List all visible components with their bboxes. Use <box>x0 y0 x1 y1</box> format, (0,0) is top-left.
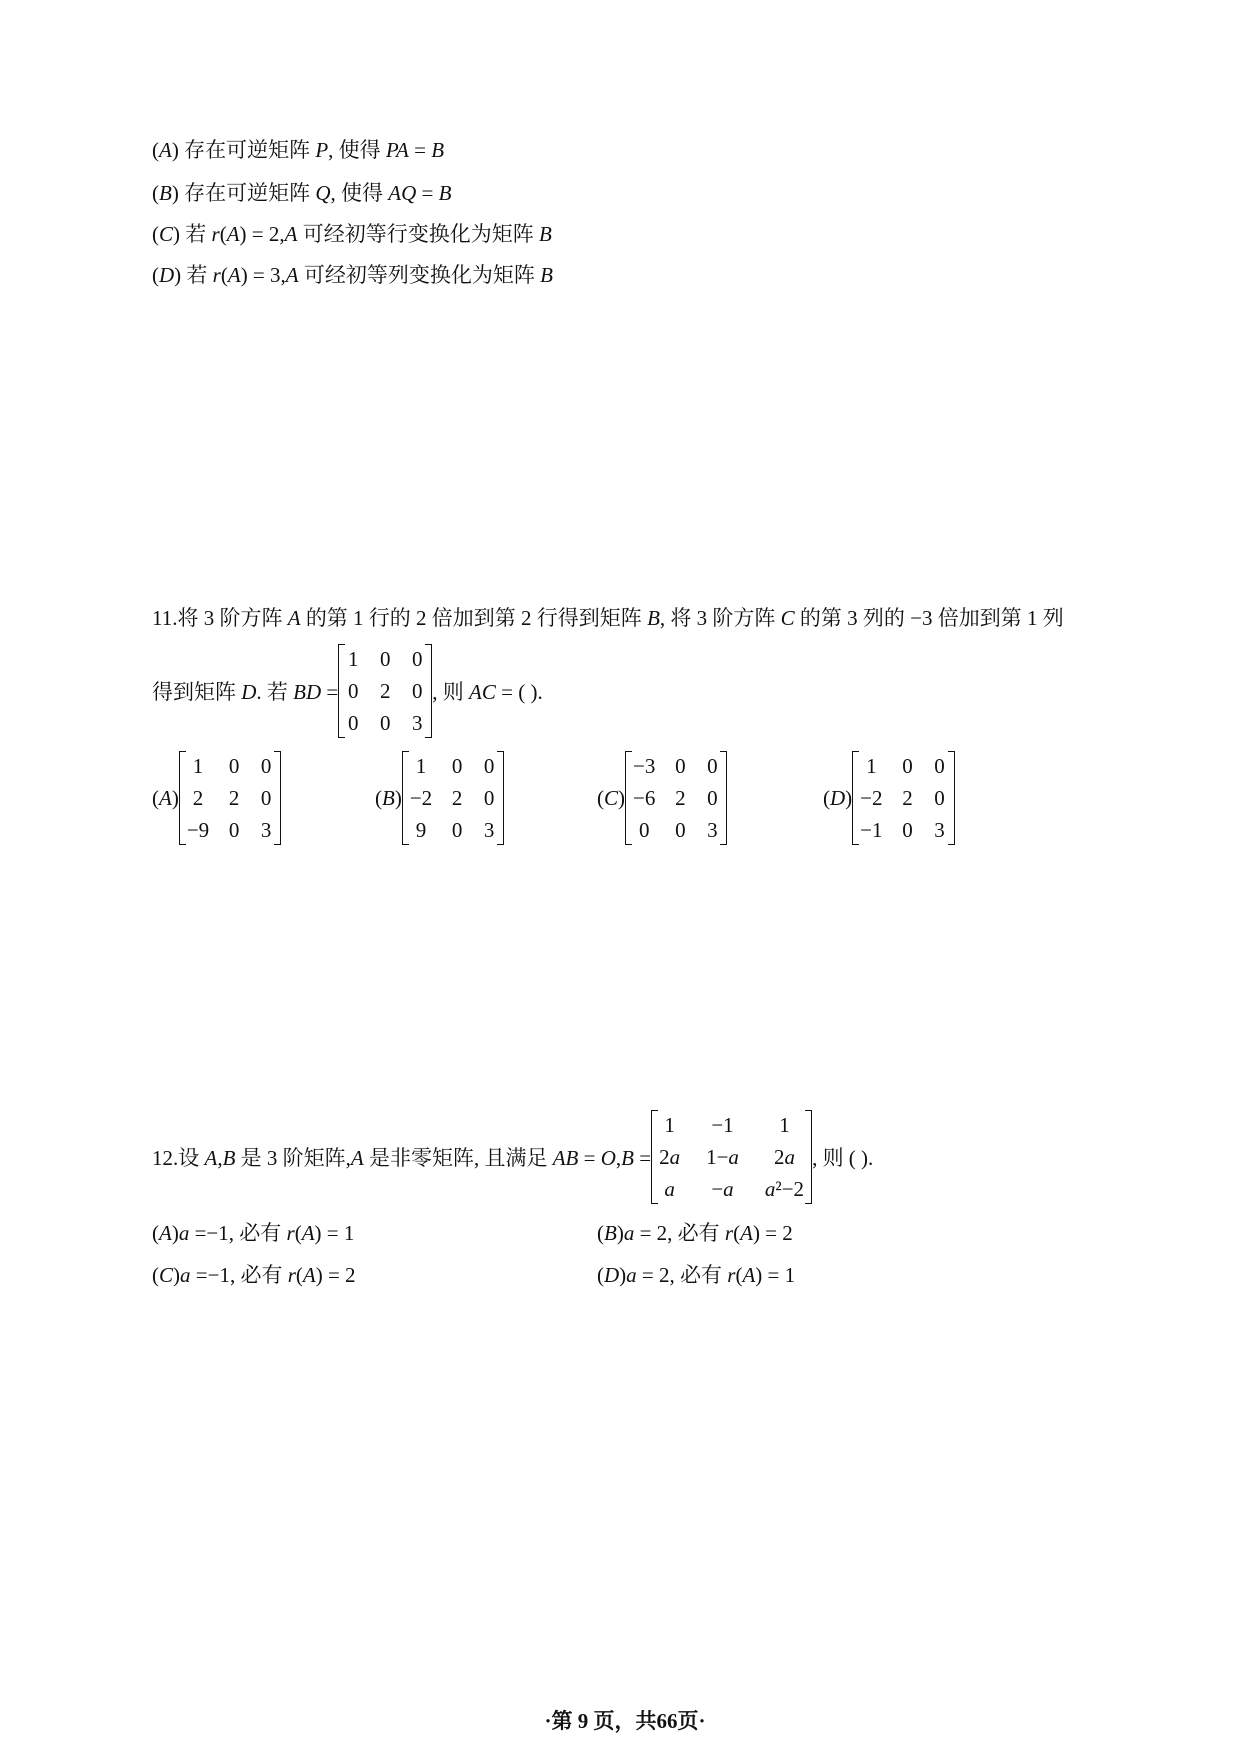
text-segment: ( <box>220 263 228 287</box>
text-segment: ) 存在可逆矩阵 <box>171 138 316 162</box>
q11-option-c <box>597 756 727 840</box>
text-segment: 是非零矩阵, 且满足 <box>363 1146 553 1170</box>
page-footer: ·第 9 页，共66页· <box>544 1709 706 1733</box>
text-segment: r <box>286 1221 295 1245</box>
text-segment: a <box>180 1263 191 1287</box>
text-segment: ( <box>152 181 159 205</box>
text-segment: ( <box>152 1221 159 1245</box>
text-segment: ) = 2 <box>752 1221 793 1245</box>
text-segment: AQ <box>388 181 417 205</box>
text-segment: A <box>350 1146 364 1170</box>
text-segment: a <box>623 1221 635 1245</box>
matrix-entry: 0 <box>707 786 718 810</box>
matrix-entry: 0 <box>412 647 423 671</box>
text-segment: a <box>728 1145 739 1169</box>
text-segment: ²−2 <box>775 1177 805 1201</box>
text-segment: =−1, 必有 <box>190 1263 288 1287</box>
text-segment: = ( ). <box>495 680 543 704</box>
matrix-entry <box>659 1176 680 1202</box>
text-segment: ( <box>152 1263 159 1287</box>
matrix-entry: 3 <box>483 818 495 842</box>
matrix-entry: 0 <box>260 754 272 778</box>
text-segment: AB <box>552 1146 579 1170</box>
text-segment: 的第 1 行的 2 倍加到第 2 行得到矩阵 <box>300 606 648 630</box>
q11-line2-pre <box>152 676 338 706</box>
text-segment: a <box>178 1221 190 1245</box>
option-matrix <box>179 751 281 845</box>
matrix-entry <box>706 1176 739 1202</box>
text-segment: AC <box>469 680 496 704</box>
matrix-entry: −1 <box>860 818 883 842</box>
text-segment: ( <box>733 1221 741 1245</box>
text-segment: r <box>724 1221 734 1245</box>
matrix-entry: 2 <box>380 679 391 703</box>
matrix-entry: −2 <box>409 786 433 810</box>
text-segment: C <box>604 785 619 810</box>
text-segment: A <box>204 1146 218 1170</box>
text-segment: − <box>711 1177 724 1201</box>
text-segment: a <box>764 1177 776 1201</box>
text-segment: , 则 ( ). <box>812 1146 874 1170</box>
text-segment: D <box>241 680 257 704</box>
matrix-bd <box>338 644 432 738</box>
text-segment: ) <box>171 1221 179 1245</box>
text-segment: ( <box>597 1221 604 1245</box>
q12-stem-pre <box>152 1142 651 1172</box>
q11-option-d <box>823 756 955 840</box>
text-segment: A <box>284 222 298 246</box>
text-segment: ( <box>294 1221 302 1245</box>
option-label <box>375 786 402 811</box>
q12-option-a <box>152 1220 354 1246</box>
text-segment: BD <box>293 680 322 704</box>
matrix-entry <box>765 1176 804 1202</box>
matrix-entry: 9 <box>415 818 427 842</box>
text-segment: A <box>159 785 172 810</box>
text-segment: 11.将 3 阶方阵 <box>152 606 288 630</box>
text-segment: a <box>626 1263 637 1287</box>
text-segment: B <box>431 138 445 162</box>
q10-option-c <box>152 221 552 247</box>
text-segment: , 使得 <box>328 138 386 162</box>
matrix-entry: −2 <box>860 786 883 810</box>
text-segment: B <box>382 785 395 810</box>
text-segment: D <box>830 785 846 810</box>
text-segment: =−1, 必有 <box>189 1221 287 1245</box>
text-segment: O <box>600 1146 616 1170</box>
matrix-entry <box>659 1112 680 1138</box>
text-segment: = <box>578 1146 601 1170</box>
q12-option-c <box>152 1262 356 1288</box>
text-segment: ( <box>735 1263 743 1287</box>
matrix-entry: 0 <box>348 679 359 703</box>
text-segment: r <box>287 1263 296 1287</box>
text-segment: . 若 <box>256 680 294 704</box>
text-segment: r <box>211 222 220 246</box>
text-segment: ( <box>823 785 830 810</box>
matrix-entry: 0 <box>260 786 272 810</box>
text-segment: P <box>315 138 329 162</box>
text-segment: B <box>604 1221 617 1245</box>
text-segment: = <box>321 680 339 704</box>
matrix-entry: 0 <box>675 818 686 842</box>
matrix-entry: 1 <box>866 754 877 778</box>
text-segment: A <box>227 263 241 287</box>
text-segment: A <box>285 263 299 287</box>
matrix-entry <box>765 1144 804 1170</box>
text-segment: B <box>621 1146 634 1170</box>
q10-option-a <box>152 137 444 163</box>
text-segment: = <box>408 138 432 162</box>
text-segment: ) <box>619 1263 627 1287</box>
text-segment: Q <box>315 181 331 205</box>
q10-option-d <box>152 262 553 288</box>
matrix-entry: 1 <box>192 754 204 778</box>
q11-line2-post <box>432 676 542 706</box>
q12-stem <box>152 1113 874 1201</box>
text-segment: B <box>538 222 552 246</box>
q11-stem-line2 <box>152 647 543 735</box>
q12-stem-post <box>812 1142 873 1172</box>
text-segment: D <box>604 1263 620 1287</box>
text-segment: 1− <box>706 1145 729 1169</box>
text-segment: , 将 3 阶方阵 <box>659 606 781 630</box>
text-segment: 可经初等行变换化为矩阵 <box>297 222 539 246</box>
q11-option-a <box>152 756 281 840</box>
text-segment: PA <box>385 138 409 162</box>
text-segment: ) <box>394 785 402 810</box>
matrix-entry <box>706 1112 739 1138</box>
text-segment: A <box>302 1263 316 1287</box>
text-segment: B <box>222 1146 236 1170</box>
text-segment: D <box>159 263 175 287</box>
text-segment: , 则 <box>432 680 470 704</box>
matrix-entry: 0 <box>412 679 423 703</box>
matrix-entry: 2 <box>902 786 913 810</box>
matrix-entry <box>659 1144 680 1170</box>
q12-option-d <box>597 1262 795 1288</box>
matrix-entry: −9 <box>186 818 210 842</box>
matrix-entry: 0 <box>348 711 359 735</box>
matrix-entry: 3 <box>707 818 718 842</box>
option-matrix <box>625 751 727 845</box>
matrix-entry: 3 <box>412 711 423 735</box>
text-segment: C <box>159 1263 174 1287</box>
text-segment: A <box>301 1221 315 1245</box>
text-segment: a <box>784 1145 795 1169</box>
text-segment: ( <box>597 785 604 810</box>
matrix-entry: 2 <box>192 786 204 810</box>
matrix-entry: 0 <box>380 711 391 735</box>
text-segment: ) 存在可逆矩阵 <box>171 181 316 205</box>
text-segment: A <box>742 1263 756 1287</box>
text-segment: ) = 3, <box>240 263 286 287</box>
q11-stem-line1 <box>152 605 1064 631</box>
text-segment: a <box>669 1145 681 1169</box>
text-segment: B <box>438 181 452 205</box>
text-segment: ) <box>616 1221 624 1245</box>
matrix-entry: 0 <box>228 818 240 842</box>
text-segment: , <box>615 1146 622 1170</box>
text-segment: ) <box>171 785 179 810</box>
matrix-entry: 0 <box>902 754 913 778</box>
matrix-entry: 1 <box>348 647 359 671</box>
text-segment: ) 若 <box>173 222 212 246</box>
text-segment: 2 <box>659 1145 670 1169</box>
text-segment: 的第 3 列的 −3 倍加到第 1 列 <box>794 606 1064 630</box>
matrix-entry: 0 <box>934 786 945 810</box>
text-segment: r <box>727 1263 736 1287</box>
text-segment: B <box>647 606 660 630</box>
text-segment: A <box>226 222 240 246</box>
text-segment: , 使得 <box>330 181 389 205</box>
text-segment: a <box>664 1177 675 1201</box>
text-segment: ( <box>375 785 382 810</box>
text-segment: ( <box>152 222 159 246</box>
text-segment: A <box>159 1221 172 1245</box>
matrix-entry: 0 <box>451 754 463 778</box>
matrix-entry: −3 <box>633 754 656 778</box>
matrix-entry <box>706 1144 739 1170</box>
matrix-entry: 2 <box>451 786 463 810</box>
text-segment: B <box>159 181 172 205</box>
text-segment: C <box>159 222 174 246</box>
text-segment: 1 <box>779 1113 790 1137</box>
matrix-entry: 0 <box>675 754 686 778</box>
text-segment: ( <box>295 1263 303 1287</box>
text-segment: ) = 2, <box>239 222 285 246</box>
text-segment: ) <box>618 785 626 810</box>
text-segment: = <box>633 1146 652 1170</box>
text-segment: ) = 1 <box>314 1221 355 1245</box>
text-segment: 1 <box>664 1113 675 1137</box>
matrix-entry: 0 <box>707 754 718 778</box>
option-matrix <box>402 751 504 845</box>
text-segment: ) <box>173 1263 181 1287</box>
matrix-entry: 1 <box>415 754 427 778</box>
text-segment: ( <box>152 138 159 162</box>
text-segment: 是 3 阶矩阵, <box>235 1146 351 1170</box>
option-label <box>823 786 852 811</box>
matrix-entry: 0 <box>451 818 463 842</box>
text-segment: a <box>723 1177 734 1201</box>
text-segment: r <box>212 263 221 287</box>
q12-option-b <box>597 1220 793 1246</box>
q10-option-b <box>152 180 451 206</box>
matrix-entry: 0 <box>483 786 495 810</box>
option-matrix <box>852 751 954 845</box>
text-segment: ( <box>219 222 227 246</box>
text-segment: = 2, 必有 <box>634 1221 725 1245</box>
matrix-entry: 0 <box>902 818 913 842</box>
matrix-b <box>651 1110 812 1204</box>
text-segment: A <box>740 1221 753 1245</box>
matrix-entry: 3 <box>934 818 945 842</box>
text-segment: −1 <box>711 1113 734 1137</box>
text-segment: 可经初等列变换化为矩阵 <box>298 263 541 287</box>
text-segment: A <box>159 138 172 162</box>
matrix-entry: 0 <box>638 818 650 842</box>
matrix-entry: 0 <box>380 647 391 671</box>
option-label <box>152 786 179 811</box>
text-segment: ) 若 <box>174 263 213 287</box>
text-segment: = 2, 必有 <box>636 1263 728 1287</box>
matrix-entry: 2 <box>228 786 240 810</box>
text-segment: B <box>540 263 553 287</box>
text-segment: 12.设 <box>152 1146 205 1170</box>
text-segment: A <box>287 606 301 630</box>
text-segment: ) = 2 <box>315 1263 356 1287</box>
text-segment: ( <box>597 1263 604 1287</box>
matrix-entry: 0 <box>483 754 495 778</box>
text-segment: ) <box>845 785 853 810</box>
text-segment: 2 <box>773 1145 785 1169</box>
q11-option-b <box>375 756 504 840</box>
text-segment: ( <box>152 785 159 810</box>
text-segment: ( <box>152 263 159 287</box>
text-segment: C <box>780 606 795 630</box>
matrix-entry <box>765 1112 804 1138</box>
matrix-entry: 3 <box>260 818 272 842</box>
option-label <box>597 786 625 811</box>
text-segment: 得到矩阵 <box>152 680 242 704</box>
matrix-entry: 2 <box>675 786 686 810</box>
matrix-entry: 0 <box>934 754 945 778</box>
text-segment: ) = 1 <box>755 1263 796 1287</box>
matrix-entry: 0 <box>228 754 240 778</box>
text-segment: = <box>416 181 439 205</box>
matrix-entry: −6 <box>633 786 656 810</box>
text-segment: , <box>217 1146 223 1170</box>
